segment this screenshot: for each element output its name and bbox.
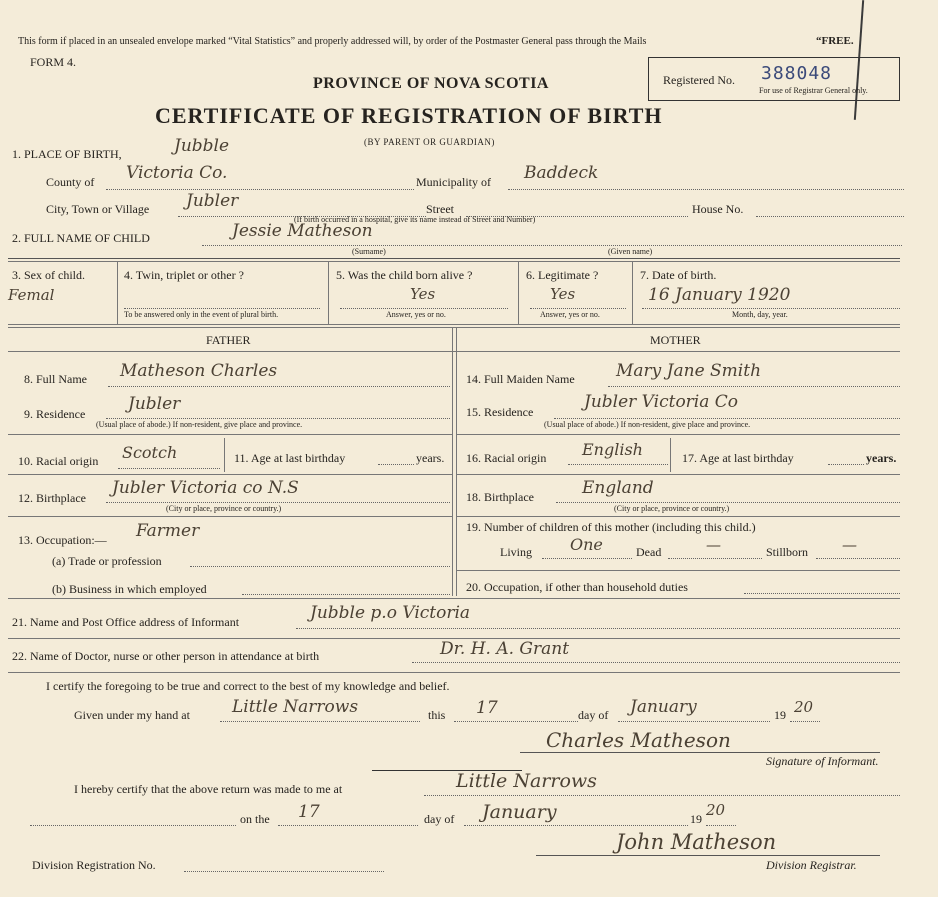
- father-age-unit: years.: [416, 451, 445, 465]
- stillborn-value: —: [842, 536, 857, 554]
- county-label: County of: [46, 175, 95, 189]
- city-value: Jubler: [186, 191, 239, 211]
- municipality-value: Baddeck: [524, 163, 599, 183]
- on-the-label: on the: [240, 812, 270, 826]
- father-residence-label: 9. Residence: [24, 407, 86, 421]
- registered-label: Registered No.: [663, 73, 735, 87]
- father-name-value: Matheson Charles: [120, 361, 278, 381]
- certificate-title: CERTIFICATE OF REGISTRATION OF BIRTH: [155, 103, 663, 128]
- house-label: House No.: [692, 202, 744, 216]
- mother-birthplace-value: England: [582, 478, 654, 498]
- living-value: One: [570, 535, 603, 554]
- father-heading: FATHER: [206, 333, 251, 347]
- mother-name-label: 14. Full Maiden Name: [466, 372, 575, 386]
- father-name-label: 8. Full Name: [24, 372, 87, 386]
- certify-month-value: January: [630, 697, 697, 717]
- dob-value: 16 January 1920: [648, 285, 791, 305]
- father-race-value: Scotch: [122, 443, 178, 462]
- alive-value: Yes: [410, 285, 436, 303]
- registrar-general-note: For use of Registrar General only.: [759, 86, 868, 95]
- father-birthplace-note: (City or place, province or country.): [166, 504, 282, 513]
- child-name-value: Jessie Matheson: [232, 221, 373, 241]
- mother-name-value: Mary Jane Smith: [616, 361, 762, 381]
- legitimate-label: 6. Legitimate ?: [526, 268, 599, 282]
- mother-birthplace-label: 18. Birthplace: [466, 490, 534, 504]
- sex-label: 3. Sex of child.: [12, 268, 85, 282]
- certify-year-prefix: 19: [774, 708, 786, 722]
- father-occupation-value: Farmer: [136, 521, 200, 541]
- surname-note: (Surname): [352, 247, 386, 256]
- father-birthplace-label: 12. Birthplace: [18, 491, 86, 505]
- registrar-day-of-label: day of: [424, 812, 455, 826]
- registrar-year-value: 20: [706, 801, 726, 819]
- form-number: FORM 4.: [30, 55, 77, 69]
- registration-box: [648, 57, 900, 101]
- dead-label: Dead: [636, 545, 662, 559]
- mother-birthplace-note: (City or place, province or country.): [614, 504, 730, 513]
- city-label: City, Town or Village: [46, 202, 150, 216]
- province-heading: PROVINCE OF NOVA SCOTIA: [313, 75, 549, 92]
- father-birthplace-value: Jubler Victoria co N.S: [112, 478, 299, 498]
- father-race-label: 10. Racial origin: [18, 454, 99, 468]
- informant-signature-label: Signature of Informant.: [766, 754, 879, 768]
- trade-label: (a) Trade or profession: [52, 554, 162, 568]
- mother-age-unit: years.: [866, 451, 897, 465]
- free-notice: “FREE.: [816, 35, 854, 47]
- given-name-note: (Given name): [608, 247, 653, 256]
- twin-label: 4. Twin, triplet or other ?: [124, 268, 244, 282]
- certify-day-of-label: day of: [578, 708, 609, 722]
- street-label: Street: [426, 202, 454, 216]
- given-place-value: Little Narrows: [232, 697, 359, 717]
- informant-label: 21. Name and Post Office address of Informant: [12, 615, 240, 629]
- mother-heading: MOTHER: [650, 333, 701, 347]
- mother-race-value: English: [582, 440, 643, 459]
- living-label: Living: [500, 545, 532, 559]
- father-age-label: 11. Age at last birthday: [234, 451, 346, 465]
- children-count-label: 19. Number of children of this mother (including this child.): [466, 520, 756, 534]
- father-residence-value: Jubler: [128, 394, 181, 414]
- given-under-label: Given under my hand at: [74, 708, 190, 722]
- mother-race-label: 16. Racial origin: [466, 451, 547, 465]
- certificate-subtitle: (BY PARENT OR GUARDIAN): [364, 137, 495, 147]
- registrar-place-value: Little Narrows: [456, 770, 597, 792]
- certify-year-value: 20: [794, 698, 814, 716]
- mother-age-label: 17. Age at last birthday: [682, 451, 794, 465]
- dob-note: Month, day, year.: [732, 310, 788, 319]
- certify-day-value: 17: [476, 698, 498, 718]
- informant-value: Jubble p.o Victoria: [310, 603, 471, 623]
- hospital-note: (If birth occurred in a hospital, give its name instead of Street and Number): [294, 215, 536, 224]
- legitimate-note: Answer, yes or no.: [540, 310, 600, 319]
- legitimate-value: Yes: [550, 285, 576, 303]
- place-of-birth-value: Jubble: [174, 136, 230, 156]
- mail-notice: This form if placed in an unsealed envelope marked “Vital Statistics” and properly addressed will, by order of the Postmaster General pass through the Mails: [18, 36, 647, 47]
- dob-label: 7. Date of birth.: [640, 268, 717, 282]
- mother-residence-value: Jubler Victoria Co: [584, 392, 739, 412]
- registrar-year-prefix: 19: [690, 812, 702, 826]
- mother-residence-note: (Usual place of abode.) If non-resident, give place and province.: [544, 420, 751, 429]
- stillborn-label: Stillborn: [766, 545, 809, 559]
- registrar-statement: I hereby certify that the above return was made to me at: [74, 782, 343, 796]
- father-residence-note: (Usual place of abode.) If non-resident, give place and province.: [96, 420, 303, 429]
- sex-value: Femal: [8, 286, 55, 304]
- doctor-value: Dr. H. A. Grant: [440, 639, 570, 659]
- place-of-birth-label: 1. PLACE OF BIRTH,: [12, 147, 122, 161]
- alive-note: Answer, yes or no.: [386, 310, 446, 319]
- twin-note: To be answered only in the event of plural birth.: [124, 310, 279, 319]
- division-registration-label: Division Registration No.: [32, 858, 156, 872]
- certify-statement: I certify the foregoing to be true and correct to the best of my knowledge and belief.: [46, 679, 450, 693]
- registrar-month-value: January: [482, 801, 557, 823]
- this-label: this: [428, 708, 446, 722]
- county-value: Victoria Co.: [126, 163, 228, 183]
- municipality-label: Municipality of: [416, 175, 491, 189]
- mother-occupation-label: 20. Occupation, if other than household duties: [466, 580, 688, 594]
- father-occupation-label: 13. Occupation:—: [18, 533, 107, 547]
- business-label: (b) Business in which employed: [52, 582, 207, 596]
- registrar-signature-label: Division Registrar.: [766, 858, 857, 872]
- dead-value: —: [706, 536, 721, 554]
- child-name-label: 2. FULL NAME OF CHILD: [12, 231, 150, 245]
- registrar-signature: John Matheson: [616, 830, 777, 854]
- registered-number: 388048: [761, 63, 833, 84]
- mother-residence-label: 15. Residence: [466, 405, 534, 419]
- doctor-label: 22. Name of Doctor, nurse or other person in attendance at birth: [12, 649, 320, 663]
- alive-label: 5. Was the child born alive ?: [336, 268, 473, 282]
- informant-signature: Charles Matheson: [546, 728, 731, 752]
- registrar-day-value: 17: [298, 802, 320, 822]
